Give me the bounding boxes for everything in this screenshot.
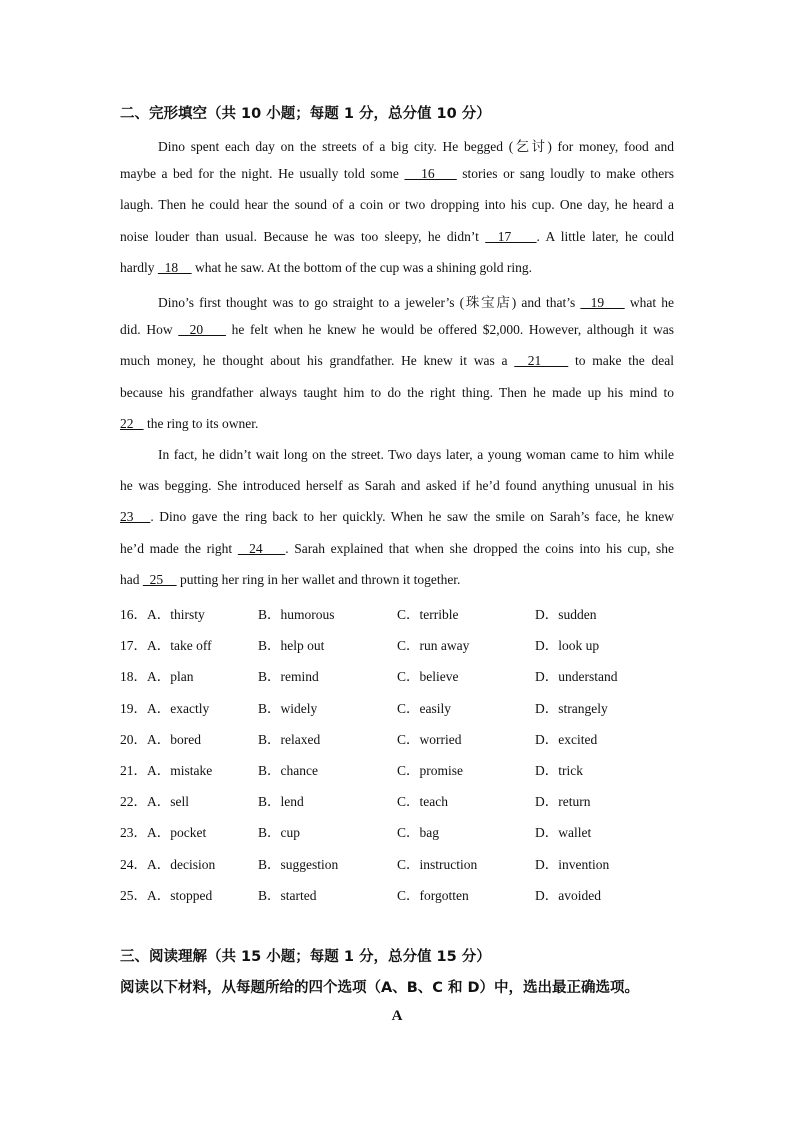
question-row (120, 665, 680, 683)
option-d: D．wallet (535, 825, 592, 841)
passage-line (120, 260, 674, 276)
question-number: 21． (120, 763, 147, 778)
option-c: C．worried (397, 731, 462, 747)
passage-text: hardly (120, 259, 158, 275)
option-a: A．plan (147, 669, 194, 685)
passage-text: because his grandfather always taught him to do the right thing. Then he made up his mind to (120, 384, 674, 400)
passage-text: had (120, 571, 143, 587)
passage-line (120, 416, 674, 432)
passage-line (120, 385, 674, 401)
passage-line (158, 447, 674, 463)
option-c: C．run away (397, 638, 470, 654)
passage-line (120, 509, 674, 525)
part-label: A (391, 1008, 403, 1024)
passage-text: maybe a bed for the night. He usually told some (120, 166, 405, 182)
option-d: D．excited (535, 731, 598, 747)
answer-blank: 16 (404, 166, 457, 182)
passage-text: . Dino gave the ring back to her quickly. When he saw the smile on Sarah’s face, he knew (150, 509, 674, 525)
answer-blank: 17 (485, 228, 537, 244)
option-a: A．stopped (147, 887, 213, 903)
question-row (120, 603, 680, 621)
section2-title: 二、完形填空（共 10 小题；每题 1 分，总分值 10 分） (120, 106, 491, 122)
passage-text: stories or sang loudly to make others (456, 166, 674, 182)
passage-line (158, 135, 674, 155)
option-b: B．started (258, 887, 317, 903)
option-b: B．suggestion (258, 856, 339, 872)
passage-text: what he saw. At the bottom of the cup was a shining gold ring. (191, 259, 532, 275)
option-c: C．instruction (397, 856, 478, 872)
option-b: B．remind (258, 669, 319, 685)
passage-text: putting her ring in her wallet and thrown it together. (176, 571, 461, 587)
option-b: B．cup (258, 825, 300, 841)
option-d: D．sudden (535, 607, 597, 622)
passage-text: Dino’s first thought was to go straight to a jeweler’s (珠宝店) and that’s (158, 295, 581, 310)
passage-line (120, 322, 674, 338)
question-number: 17． (120, 638, 147, 654)
option-b: B．chance (258, 763, 318, 778)
passage-line (120, 572, 674, 588)
passage-text: much money, he thought about his grandfather. He knew it was a (120, 353, 515, 369)
option-a: A．thirsty (147, 607, 205, 622)
option-d: D．return (535, 794, 591, 810)
question-number: 23． (120, 825, 147, 841)
option-a: A．bored (147, 731, 201, 747)
option-d: D．understand (535, 669, 618, 685)
option-c: C．bag (397, 825, 439, 841)
passage-line (120, 229, 674, 245)
option-b: B．lend (258, 794, 304, 810)
answer-blank: 21 (514, 353, 569, 369)
option-a: A．exactly (147, 700, 210, 716)
passage-text: the ring to its owner. (143, 415, 259, 431)
option-d: D．strangely (535, 700, 608, 716)
question-row (120, 884, 680, 902)
option-c: C．believe (397, 669, 459, 685)
passage-line (120, 197, 674, 213)
answer-blank: 23 (120, 509, 151, 525)
option-d: D．trick (535, 763, 583, 778)
option-a: A．decision (147, 856, 216, 872)
passage-text: laugh. Then he could hear the sound of a coin or two dropping into his cup. One day, he heard a (120, 197, 674, 213)
passage-text: did. How (120, 322, 179, 338)
question-row (120, 853, 680, 871)
option-c: C．forgotten (397, 887, 469, 903)
option-c: C．easily (397, 700, 451, 716)
passage-line (120, 353, 674, 369)
option-b: B．humorous (258, 607, 335, 622)
answer-blank: 18 (157, 259, 192, 275)
option-a: A．sell (147, 794, 189, 810)
option-b: B．widely (258, 700, 318, 716)
option-b: B．help out (258, 638, 325, 654)
answer-blank: 25 (142, 571, 177, 587)
passage-line (158, 291, 674, 311)
passage-text: In fact, he didn’t wait long on the street. Two days later, a young woman came to him while (158, 447, 674, 462)
question-number: 16． (120, 607, 147, 622)
passage-text: he was begging. She introduced herself as Sarah and asked if he’d found anything unusual in his (120, 478, 674, 494)
question-number: 19． (120, 700, 147, 716)
option-d: D．look up (535, 638, 600, 654)
answer-blank: 20 (178, 322, 226, 338)
question-number: 24． (120, 856, 147, 872)
option-c: C．teach (397, 794, 448, 810)
question-row (120, 728, 680, 746)
section3-title: 三、阅读理解（共 15 小题；每题 1 分，总分值 15 分） (120, 949, 491, 965)
passage-text: . Sarah explained that when she dropped the coins into his cup, she (285, 540, 674, 556)
option-a: A．pocket (147, 825, 207, 841)
question-number: 25． (120, 887, 147, 903)
passage-text: to make the deal (568, 353, 674, 369)
option-a: A．take off (147, 638, 212, 654)
option-d: D．avoided (535, 887, 601, 903)
answer-blank: 19 (580, 295, 625, 310)
question-number: 22． (120, 794, 147, 810)
question-row (120, 821, 680, 839)
option-a: A．mistake (147, 763, 213, 778)
passage-line (120, 166, 674, 182)
passage-line (120, 541, 674, 557)
question-number: 20． (120, 731, 147, 747)
question-number: 18． (120, 669, 147, 685)
option-c: C．terrible (397, 607, 459, 622)
passage-text: what he (624, 295, 675, 310)
question-row (120, 790, 680, 808)
passage-line (120, 478, 674, 494)
question-row (120, 697, 680, 715)
passage-text: . A little later, he could (536, 228, 675, 244)
option-d: D．invention (535, 856, 610, 872)
passage-text: he felt when he knew he would be offered $2,000. However, although it was (225, 322, 675, 338)
option-b: B．relaxed (258, 731, 321, 747)
passage-text: Dino spent each day on the streets of a big city. He begged (乞讨) for money, food and (158, 139, 674, 154)
answer-blank: 24 (237, 540, 286, 556)
answer-blank: 22 (120, 415, 144, 431)
section3-instruction: 阅读以下材料，从每题所给的四个选项（A、B、C 和 D）中，选出最正确选项。 (120, 980, 640, 996)
passage-text: he’d made the right (120, 540, 238, 556)
option-c: C．promise (397, 763, 463, 778)
passage-text: noise louder than usual. Because he was too sleepy, he didn’t (120, 228, 486, 244)
question-row (120, 634, 680, 652)
question-row (120, 759, 680, 777)
